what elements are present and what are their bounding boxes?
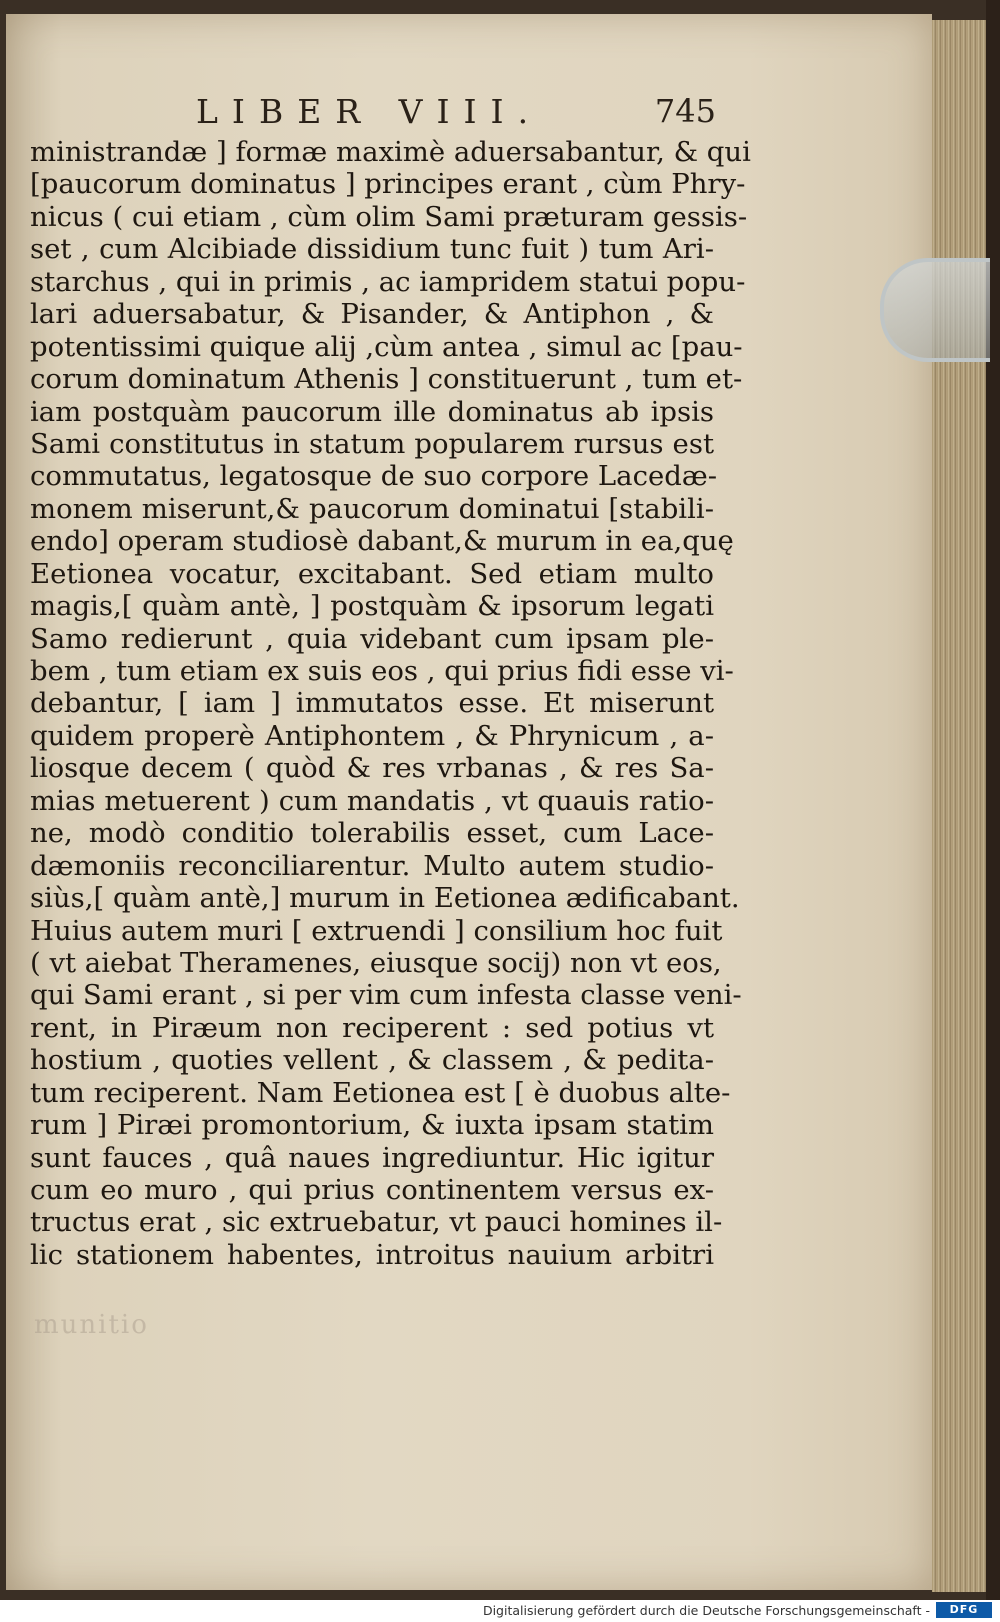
- text-line: dæmoniis reconciliarentur. Multo autem studio-: [30, 849, 714, 882]
- text-line: commutatus, legatosque de suo corpore Lacedæ-: [30, 460, 717, 493]
- text-line: rum ] Piræi promontorium, & iuxta ipsam statim: [30, 1109, 714, 1142]
- text-line: hostium , quoties vellent , & classem , & pedita-: [30, 1044, 714, 1077]
- page-clip: [880, 258, 990, 362]
- text-line: quidem properè Antiphontem , & Phrynicum , a-: [30, 719, 714, 752]
- text-line: potentissimi quique alij ,cùm antea , simul ac [pau-: [30, 330, 743, 363]
- text-line: ( vt aiebat Theramenes, eiusque socij) non vt eos,: [30, 946, 722, 979]
- text-line: rent, in Piræum non reciperent : sed potius vt: [30, 1011, 714, 1044]
- footer-bar: [0, 1600, 1000, 1622]
- text-line: sunt fauces , quâ naues ingrediuntur. Hic igitur: [30, 1141, 714, 1174]
- text-line: magis,[ quàm antè, ] postquàm & ipsorum legati: [30, 590, 714, 623]
- text-line: corum dominatum Athenis ] constituerunt , tum et-: [30, 363, 743, 396]
- text-line: liosque decem ( quòd & res vrbanas , & res Sa-: [30, 752, 714, 785]
- text-line: ne, modò conditio tolerabilis esset, cum Lace-: [30, 817, 714, 850]
- text-line: Huius autem muri [ extruendi ] consilium hoc fuit: [30, 914, 723, 947]
- text-line: lic stationem habentes, introitus nauium arbitri: [30, 1238, 714, 1271]
- dfg-logo: DFG: [936, 1602, 992, 1618]
- text-line: [paucorum dominatus ] principes erant , cùm Phry-: [30, 168, 746, 201]
- text-line: mias metuerent ) cum mandatis , vt quauis ratio-: [30, 784, 714, 817]
- book-page: [6, 14, 932, 1590]
- text-line: Samo redierunt , quia videbant cum ipsam ple-: [30, 622, 714, 655]
- page-header: [196, 92, 716, 142]
- offset-print: munitio: [34, 1310, 149, 1340]
- text-line: endo] operam studiosè dabant,& murum in ea,quę: [30, 525, 734, 558]
- text-line: bem , tum etiam ex suis eos , qui prius fidi esse vi-: [30, 655, 734, 687]
- text-line: monem miserunt,& paucorum dominatui [stabili-: [30, 492, 714, 525]
- text-line: tum reciperent. Nam Eetionea est [ è duobus alte-: [30, 1076, 731, 1109]
- text-line: nicus ( cui etiam , cùm olim Sami præturam gessis-: [30, 200, 748, 233]
- text-line: siùs,[ quàm antè,] murum in Eetionea ædificabant.: [30, 882, 740, 915]
- text-line: Eetionea vocatur, excitabant. Sed etiam multo: [30, 557, 714, 590]
- funding-credit: Digitalisierung gefördert durch die Deutsche Forschungsgemeinschaft -: [482, 1603, 930, 1618]
- page-edges: [932, 20, 986, 1592]
- text-line: tructus erat , sic extruebatur, vt pauci homines il-: [30, 1206, 723, 1239]
- book-cover: [986, 0, 1000, 1600]
- text-line: qui Sami erant , si per vim cum infesta classe veni-: [30, 979, 742, 1012]
- text-line: cum eo muro , qui prius continentem versus ex-: [30, 1174, 714, 1206]
- text-line: iam postquàm paucorum ille dominatus ab ipsis: [30, 395, 714, 428]
- text-line: debantur, [ iam ] immutatos esse. Et miserunt: [30, 687, 714, 720]
- body-text: [30, 136, 751, 1271]
- running-title: LIBER VIII.: [196, 92, 543, 131]
- page-number: 745: [654, 92, 716, 130]
- text-line: lari aduersabatur, & Pisander, & Antiphon , &: [30, 298, 714, 331]
- text-line: Sami constitutus in statum popularem rursus est: [30, 427, 714, 460]
- text-line: starchus , qui in primis , ac iampridem statui popu-: [30, 265, 746, 298]
- text-line: ministrandæ ] formæ maximè aduersabantur, & qui: [30, 136, 751, 168]
- text-line: set , cum Alcibiade dissidium tunc fuit ) tum Ari-: [30, 233, 714, 266]
